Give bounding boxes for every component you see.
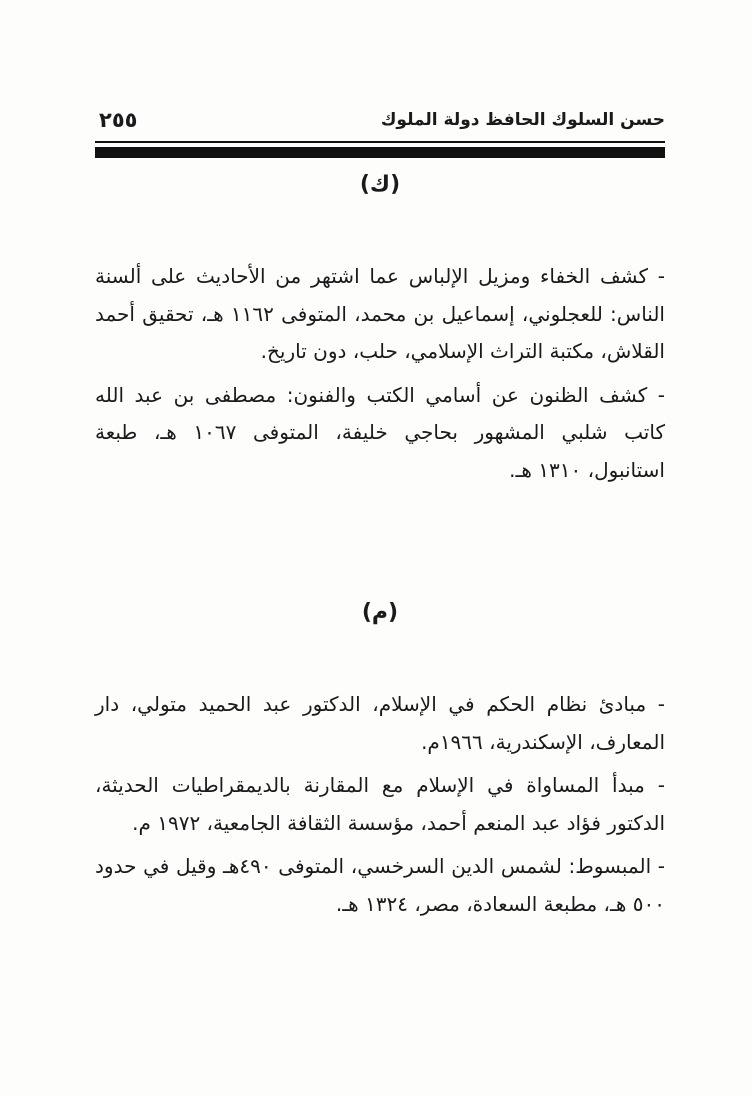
- page-number: ٢٥٥: [99, 108, 138, 132]
- header-rule-thin: [95, 141, 665, 143]
- header-rule-thick: [95, 147, 665, 158]
- bibliography-entry: - مبدأ المساواة في الإسلام مع المقارنة بالديمقراطيات الحديثة، الدكتور فؤاد عبد المنعم أحمد، مؤسسة الثقافة الجامعية، ١٩٧٢ م.: [95, 773, 665, 835]
- section-heading-kaf: (ك): [359, 172, 401, 197]
- running-title: حسن السلوك الحافظ دولة الملوك: [380, 110, 665, 130]
- bibliography-entry: - المبسوط: لشمس الدين السرخسي، المتوفى ٤٩٠هـ وقيل في حدود ٥٠٠ هـ، مطبعة السعادة، مصر، ١٣٢٤ هـ.: [95, 854, 665, 916]
- running-header: [95, 106, 665, 146]
- section-mim-entries: [95, 686, 665, 929]
- bibliography-entry: - مبادئ نظام الحكم في الإسلام، الدكتور عبد الحميد متولي، دار المعارف، الإسكندرية، ١٩٦٦م.: [95, 692, 665, 754]
- section-kaf-entries: [95, 258, 665, 495]
- bibliography-entry: - كشف الخفاء ومزيل الإلباس عما اشتهر من الأحاديث على ألسنة الناس: للعجلوني، إسماعيل بن محمد، المتوفى ١١٦٢ هـ، تحقيق أحمد القلاش، مكتبة التراث الإسلامي، حلب، دون تاريخ.: [95, 264, 665, 363]
- bibliography-entry: - كشف الظنون عن أسامي الكتب والفنون: مصطفى بن عبد الله كاتب شلبي المشهور بحاجي خليفة، المتوفى ١٠٦٧ هـ، طبعة استانبول، ١٣١٠ هـ.: [95, 382, 665, 482]
- section-heading-mim: (م): [361, 600, 399, 625]
